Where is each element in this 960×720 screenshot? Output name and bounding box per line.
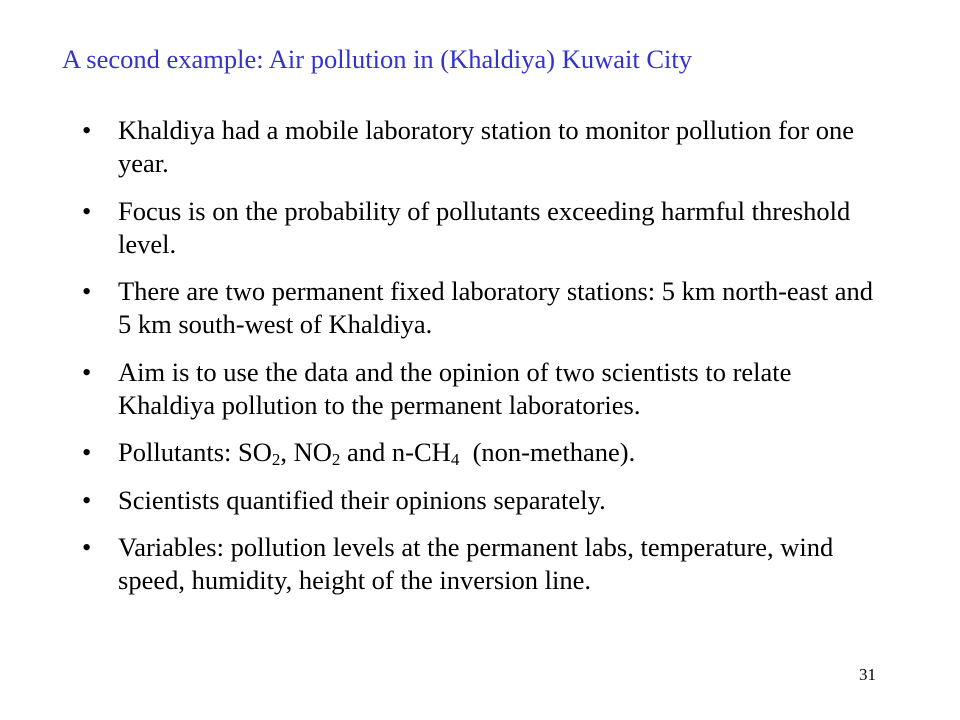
bullet-item-focus xyxy=(82,195,892,261)
bullet-icon: • xyxy=(82,356,92,387)
pollutants-middle: , NO xyxy=(280,437,332,467)
pollutants-and: and n-CH xyxy=(340,437,451,467)
no2-subscript: 2 xyxy=(331,450,341,469)
slide-title: A second example: Air pollution in (Khaldiya) Kuwait City xyxy=(62,44,693,74)
bullet-item-pollutants xyxy=(82,436,892,469)
pollutants-prefix: Pollutants: SO xyxy=(118,437,272,467)
bullet-text: Khaldiya had a mobile laboratory station to monitor pollution for one year. xyxy=(118,115,854,178)
bullet-text: Variables: pollution levels at the permanent labs, temperature, wind speed, humidity, height of the inversion line. xyxy=(118,532,834,595)
bullet-text: Aim is to use the data and the opinion of two scientists to relate Khaldiya pollution to the permanent laboratories. xyxy=(118,356,792,420)
bullet-item-aim xyxy=(82,356,892,422)
bullet-text xyxy=(118,437,635,467)
so2-subscript: 2 xyxy=(271,450,281,469)
bullet-item-fixed-stations xyxy=(82,275,892,341)
bullet-icon: • xyxy=(82,276,92,306)
page-number: 31 xyxy=(859,665,876,684)
bullet-icon: • xyxy=(82,115,92,145)
bullet-item-variables xyxy=(82,531,892,597)
ch4-subscript: 4 xyxy=(450,450,460,469)
bullet-icon: • xyxy=(82,437,92,467)
bullet-text: There are two permanent fixed laboratory stations: 5 km north-east and 5 km south-west of Khaldiya. xyxy=(118,276,873,339)
pollutants-suffix: (non-methane). xyxy=(459,437,636,467)
bullet-icon: • xyxy=(82,195,92,226)
bullet-text: Scientists quantified their opinions separately. xyxy=(118,484,606,515)
bullet-item-mobile-lab xyxy=(82,114,892,180)
bullet-list xyxy=(82,114,892,597)
bullet-icon: • xyxy=(82,532,92,562)
bullet-icon: • xyxy=(82,484,92,515)
bullet-item-scientists xyxy=(82,484,892,517)
bullet-text: Focus is on the probability of pollutants exceeding harmful threshold level. xyxy=(118,195,851,259)
